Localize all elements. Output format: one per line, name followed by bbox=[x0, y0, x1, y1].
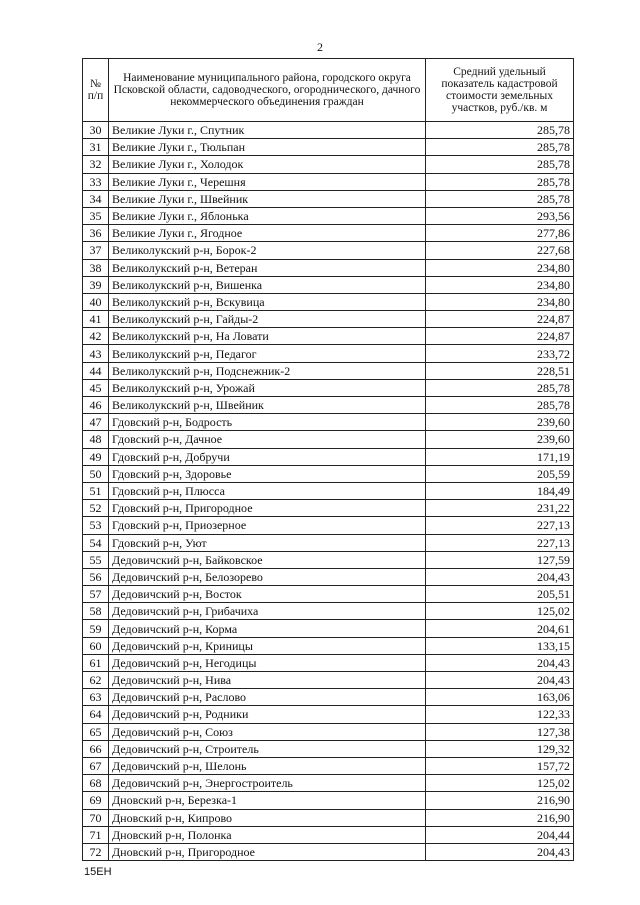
row-value: 125,02 bbox=[426, 603, 574, 620]
table-row bbox=[83, 706, 574, 723]
row-number: 46 bbox=[83, 397, 109, 414]
row-name: Великие Луки г., Холодок bbox=[109, 156, 426, 173]
row-name: Гдовский р-н, Уют bbox=[109, 534, 426, 551]
row-name: Гдовский р-н, Пригородное bbox=[109, 500, 426, 517]
row-number: 54 bbox=[83, 534, 109, 551]
row-value: 204,43 bbox=[426, 654, 574, 671]
row-number: 49 bbox=[83, 448, 109, 465]
row-number: 64 bbox=[83, 706, 109, 723]
row-name: Гдовский р-н, Здоровье bbox=[109, 465, 426, 482]
table-body bbox=[83, 122, 574, 861]
row-name: Великолукский р-н, На Ловати bbox=[109, 328, 426, 345]
table-row bbox=[83, 534, 574, 551]
table-row bbox=[83, 293, 574, 310]
table-row bbox=[83, 122, 574, 139]
table-row bbox=[83, 654, 574, 671]
row-name: Дедовичский р-н, Негодицы bbox=[109, 654, 426, 671]
table-row bbox=[83, 775, 574, 792]
table-row bbox=[83, 551, 574, 568]
row-value: 204,43 bbox=[426, 568, 574, 585]
row-value: 205,51 bbox=[426, 586, 574, 603]
table-row bbox=[83, 173, 574, 190]
table-row bbox=[83, 465, 574, 482]
row-name: Дедовичский р-н, Нива bbox=[109, 672, 426, 689]
table-row bbox=[83, 637, 574, 654]
row-name: Великолукский р-н, Борок-2 bbox=[109, 242, 426, 259]
table-row bbox=[83, 414, 574, 431]
row-number: 42 bbox=[83, 328, 109, 345]
row-number: 61 bbox=[83, 654, 109, 671]
row-name: Великие Луки г., Яблонька bbox=[109, 207, 426, 224]
row-name: Великолукский р-н, Вишенка bbox=[109, 276, 426, 293]
table-row bbox=[83, 672, 574, 689]
row-number: 65 bbox=[83, 723, 109, 740]
row-name: Великие Луки г., Швейник bbox=[109, 190, 426, 207]
table-row bbox=[83, 517, 574, 534]
row-value: 129,32 bbox=[426, 740, 574, 757]
header-number: № п/п bbox=[83, 59, 109, 122]
row-value: 285,78 bbox=[426, 397, 574, 414]
row-value: 227,68 bbox=[426, 242, 574, 259]
table-row bbox=[83, 620, 574, 637]
row-value: 234,80 bbox=[426, 293, 574, 310]
row-value: 239,60 bbox=[426, 414, 574, 431]
table-row bbox=[83, 225, 574, 242]
row-name: Великолукский р-н, Швейник bbox=[109, 397, 426, 414]
row-value: 285,78 bbox=[426, 190, 574, 207]
row-name: Дедовичский р-н, Шелонь bbox=[109, 757, 426, 774]
row-value: 224,87 bbox=[426, 328, 574, 345]
table-row bbox=[83, 139, 574, 156]
table-row bbox=[83, 603, 574, 620]
table-row bbox=[83, 792, 574, 809]
row-number: 57 bbox=[83, 586, 109, 603]
table-header-row bbox=[83, 59, 574, 122]
row-number: 68 bbox=[83, 775, 109, 792]
row-number: 36 bbox=[83, 225, 109, 242]
row-number: 32 bbox=[83, 156, 109, 173]
row-value: 239,60 bbox=[426, 431, 574, 448]
row-value: 285,78 bbox=[426, 156, 574, 173]
row-value: 231,22 bbox=[426, 500, 574, 517]
row-value: 234,80 bbox=[426, 276, 574, 293]
row-number: 69 bbox=[83, 792, 109, 809]
row-value: 228,51 bbox=[426, 362, 574, 379]
table-row bbox=[83, 156, 574, 173]
row-name: Гдовский р-н, Приозерное bbox=[109, 517, 426, 534]
row-number: 52 bbox=[83, 500, 109, 517]
table-row bbox=[83, 242, 574, 259]
row-number: 31 bbox=[83, 139, 109, 156]
row-value: 171,19 bbox=[426, 448, 574, 465]
row-name: Великие Луки г., Черешня bbox=[109, 173, 426, 190]
row-value: 216,90 bbox=[426, 792, 574, 809]
row-value: 216,90 bbox=[426, 809, 574, 826]
table-row bbox=[83, 190, 574, 207]
row-name: Дедовичский р-н, Криницы bbox=[109, 637, 426, 654]
row-name: Великолукский р-н, Вскувица bbox=[109, 293, 426, 310]
row-value: 205,59 bbox=[426, 465, 574, 482]
row-value: 184,49 bbox=[426, 482, 574, 499]
row-number: 53 bbox=[83, 517, 109, 534]
row-number: 70 bbox=[83, 809, 109, 826]
row-name: Дновский р-н, Полонка bbox=[109, 826, 426, 843]
table-row bbox=[83, 362, 574, 379]
row-name: Великолукский р-н, Урожай bbox=[109, 379, 426, 396]
table-row bbox=[83, 586, 574, 603]
table-row bbox=[83, 826, 574, 843]
table-row bbox=[83, 207, 574, 224]
row-name: Гдовский р-н, Добручи bbox=[109, 448, 426, 465]
row-name: Гдовский р-н, Плюсса bbox=[109, 482, 426, 499]
row-name: Дновский р-н, Кипрово bbox=[109, 809, 426, 826]
row-value: 227,13 bbox=[426, 517, 574, 534]
cadastral-value-table bbox=[82, 58, 574, 861]
table-row bbox=[83, 328, 574, 345]
row-value: 122,33 bbox=[426, 706, 574, 723]
row-value: 163,06 bbox=[426, 689, 574, 706]
table-row bbox=[83, 276, 574, 293]
row-name: Дедовичский р-н, Энергостроитель bbox=[109, 775, 426, 792]
row-name: Гдовский р-н, Дачное bbox=[109, 431, 426, 448]
row-number: 38 bbox=[83, 259, 109, 276]
table-row bbox=[83, 843, 574, 860]
row-name: Дедовичский р-н, Родники bbox=[109, 706, 426, 723]
table-row bbox=[83, 740, 574, 757]
row-number: 50 bbox=[83, 465, 109, 482]
row-number: 63 bbox=[83, 689, 109, 706]
row-name: Дедовичский р-н, Байковское bbox=[109, 551, 426, 568]
row-number: 67 bbox=[83, 757, 109, 774]
row-name: Дедовичский р-н, Восток bbox=[109, 586, 426, 603]
row-value: 133,15 bbox=[426, 637, 574, 654]
row-name: Гдовский р-н, Бодрость bbox=[109, 414, 426, 431]
table-row bbox=[83, 397, 574, 414]
row-value: 227,13 bbox=[426, 534, 574, 551]
row-name: Великие Луки г., Ягодное bbox=[109, 225, 426, 242]
row-value: 293,56 bbox=[426, 207, 574, 224]
row-number: 56 bbox=[83, 568, 109, 585]
row-name: Дедовичский р-н, Белозорево bbox=[109, 568, 426, 585]
row-name: Дедовичский р-н, Корма bbox=[109, 620, 426, 637]
table-row bbox=[83, 345, 574, 362]
header-value: Средний удельный показатель кадастровой стоимости земельных участков, руб./кв. м bbox=[426, 59, 574, 122]
row-value: 234,80 bbox=[426, 259, 574, 276]
row-number: 72 bbox=[83, 843, 109, 860]
row-name: Великолукский р-н, Гайды-2 bbox=[109, 311, 426, 328]
table-row bbox=[83, 500, 574, 517]
row-name: Дновский р-н, Пригородное bbox=[109, 843, 426, 860]
row-number: 66 bbox=[83, 740, 109, 757]
row-name: Великие Луки г., Спутник bbox=[109, 122, 426, 139]
table-row bbox=[83, 482, 574, 499]
page-number: 2 bbox=[317, 40, 323, 54]
table-row bbox=[83, 259, 574, 276]
row-number: 60 bbox=[83, 637, 109, 654]
row-value: 157,72 bbox=[426, 757, 574, 774]
footer-code: 15ЕН bbox=[84, 866, 112, 878]
row-number: 71 bbox=[83, 826, 109, 843]
table-row bbox=[83, 431, 574, 448]
row-value: 285,78 bbox=[426, 173, 574, 190]
row-value: 127,59 bbox=[426, 551, 574, 568]
row-name: Дедовичский р-н, Раслово bbox=[109, 689, 426, 706]
header-name: Наименование муниципального района, городского округа Псковской области, садоводческого, огороднического, дачного некоммерческого объединения граждан bbox=[109, 59, 426, 122]
row-value: 204,44 bbox=[426, 826, 574, 843]
row-number: 33 bbox=[83, 173, 109, 190]
row-number: 37 bbox=[83, 242, 109, 259]
row-name: Дновский р-н, Березка-1 bbox=[109, 792, 426, 809]
row-number: 40 bbox=[83, 293, 109, 310]
row-number: 43 bbox=[83, 345, 109, 362]
row-number: 59 bbox=[83, 620, 109, 637]
table-row bbox=[83, 568, 574, 585]
table-row bbox=[83, 379, 574, 396]
row-name: Великолукский р-н, Подснежник-2 bbox=[109, 362, 426, 379]
row-number: 41 bbox=[83, 311, 109, 328]
row-value: 233,72 bbox=[426, 345, 574, 362]
table-row bbox=[83, 311, 574, 328]
row-value: 285,78 bbox=[426, 379, 574, 396]
row-number: 34 bbox=[83, 190, 109, 207]
row-name: Великолукский р-н, Ветеран bbox=[109, 259, 426, 276]
row-number: 62 bbox=[83, 672, 109, 689]
row-name: Великие Луки г., Тюльпан bbox=[109, 139, 426, 156]
row-number: 58 bbox=[83, 603, 109, 620]
row-name: Дедовичский р-н, Союз bbox=[109, 723, 426, 740]
row-value: 204,43 bbox=[426, 843, 574, 860]
row-name: Великолукский р-н, Педагог bbox=[109, 345, 426, 362]
row-value: 127,38 bbox=[426, 723, 574, 740]
row-number: 39 bbox=[83, 276, 109, 293]
row-value: 285,78 bbox=[426, 122, 574, 139]
row-number: 48 bbox=[83, 431, 109, 448]
row-number: 35 bbox=[83, 207, 109, 224]
row-value: 204,43 bbox=[426, 672, 574, 689]
row-value: 285,78 bbox=[426, 139, 574, 156]
row-number: 47 bbox=[83, 414, 109, 431]
table-row bbox=[83, 689, 574, 706]
table-row bbox=[83, 448, 574, 465]
row-value: 204,61 bbox=[426, 620, 574, 637]
row-name: Дедовичский р-н, Строитель bbox=[109, 740, 426, 757]
row-number: 30 bbox=[83, 122, 109, 139]
row-value: 277,86 bbox=[426, 225, 574, 242]
row-number: 45 bbox=[83, 379, 109, 396]
row-number: 55 bbox=[83, 551, 109, 568]
table-row bbox=[83, 809, 574, 826]
row-value: 224,87 bbox=[426, 311, 574, 328]
table-row bbox=[83, 757, 574, 774]
row-value: 125,02 bbox=[426, 775, 574, 792]
row-number: 51 bbox=[83, 482, 109, 499]
row-number: 44 bbox=[83, 362, 109, 379]
row-name: Дедовичский р-н, Грибачиха bbox=[109, 603, 426, 620]
table-row bbox=[83, 723, 574, 740]
